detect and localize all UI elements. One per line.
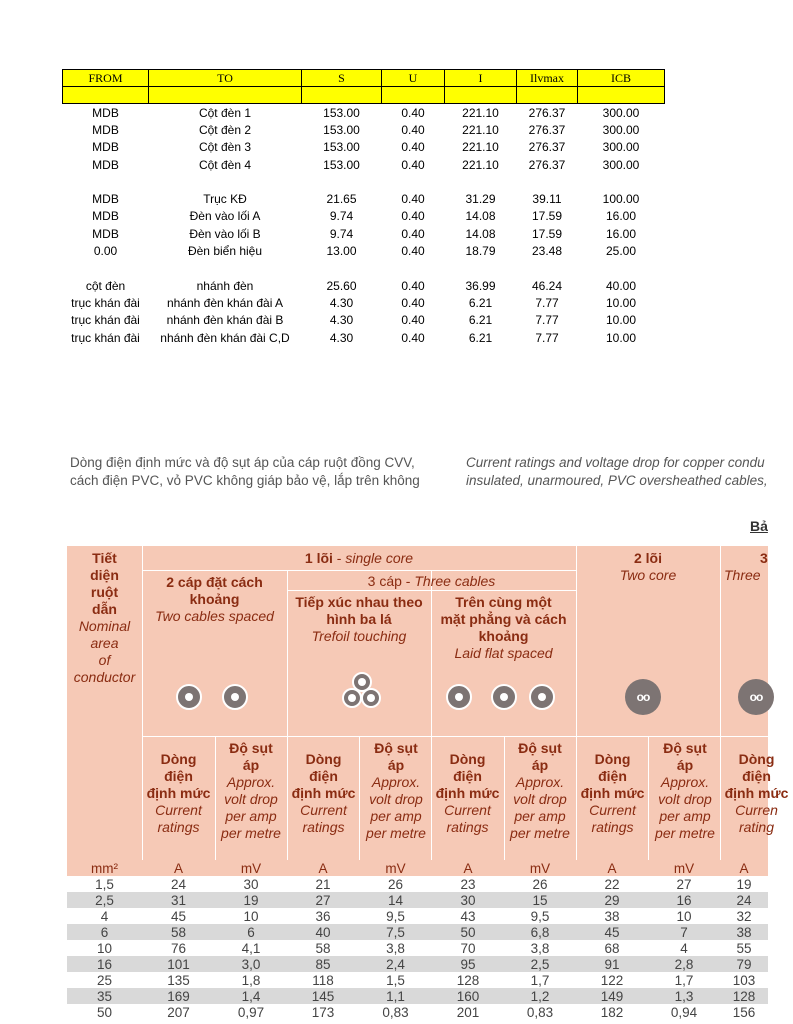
rating-cell: 95 — [432, 956, 504, 972]
col-header-from[interactable]: FROM — [63, 70, 149, 87]
cell-from[interactable]: MDB — [92, 140, 119, 155]
empty-cell[interactable] — [578, 260, 665, 277]
caption-english — [466, 454, 768, 490]
cell-ilvmax[interactable]: 46.24 — [531, 278, 563, 293]
rating-cell: 7,5 — [359, 924, 432, 940]
cell-icb[interactable]: 40.00 — [605, 278, 637, 293]
cell-from[interactable]: MDB — [92, 209, 119, 224]
col-header-to[interactable]: TO — [149, 70, 302, 87]
three-core-title: 3 Three — [724, 550, 768, 583]
rating-cell: 38 — [720, 924, 768, 940]
cell-icb[interactable]: 16.00 — [605, 209, 637, 224]
calc-row — [63, 277, 665, 294]
cell-s[interactable]: 153.00 — [323, 122, 360, 137]
blank-cell[interactable] — [382, 87, 445, 104]
cell-i[interactable]: 221.10 — [462, 105, 499, 120]
calc-row — [63, 139, 665, 156]
cell-to[interactable]: Đèn biển hiệu — [187, 244, 263, 259]
cell-to[interactable]: Đèn vào lối B — [189, 226, 261, 241]
cell-ilvmax[interactable]: 23.48 — [531, 244, 563, 259]
table-tag: Bả — [750, 518, 768, 534]
rating-cell: 85 — [287, 956, 359, 972]
volt-drop-subheader: Độ sụt áp Approx. volt drop per amp per metre — [366, 740, 426, 841]
spacer-row — [63, 260, 665, 277]
unit-cell: mV — [359, 860, 432, 876]
rating-cell: 36 — [287, 908, 359, 924]
caption-vietnamese — [70, 454, 420, 490]
cell-i[interactable]: 36.99 — [465, 278, 496, 293]
rating-cell: 19 — [720, 876, 768, 892]
rating-cell: 1,5 — [359, 972, 432, 988]
empty-cell[interactable] — [517, 173, 578, 190]
rating-cell: 21 — [287, 876, 359, 892]
rating-cell: 1,2 — [504, 988, 576, 1004]
laid-flat-title: Trên cùng một mặt phẳng và cách khoảng Laid flat spaced — [440, 594, 567, 661]
unit-cell: mV — [504, 860, 576, 876]
two-core-title: 2 lõi Two core — [619, 550, 677, 583]
rating-cell: 156 — [720, 1004, 768, 1020]
trefoil-cable-icon — [361, 688, 381, 708]
calc-row — [63, 242, 665, 259]
rating-cell: 201 — [432, 1004, 504, 1020]
cell-s[interactable]: 13.00 — [326, 244, 357, 259]
cell-icb[interactable]: 16.00 — [605, 226, 637, 241]
cell-s[interactable]: 153.00 — [323, 140, 360, 155]
unit-cell: A — [142, 860, 215, 876]
conductor-label-en: Nominal area of conductor — [73, 618, 136, 685]
calc-row — [63, 156, 665, 173]
flat-cable-icon — [529, 684, 555, 710]
conductor-label-vi: Tiết diện ruột dẫn — [90, 550, 119, 617]
cell-u[interactable]: 0.40 — [401, 157, 425, 172]
rating-cell: 173 — [287, 1004, 359, 1020]
cell-from[interactable]: trục khán đài — [71, 295, 140, 310]
cell-ilvmax[interactable]: 7.77 — [535, 313, 559, 328]
empty-cell[interactable] — [445, 173, 517, 190]
rating-cell: 7 — [648, 924, 720, 940]
conductor-size-cell: 6 — [67, 924, 142, 940]
calc-header-blank-row — [63, 87, 665, 104]
rating-cell: 19 — [215, 892, 287, 908]
cell-i[interactable]: 221.10 — [462, 122, 499, 137]
rating-cell: 3,8 — [504, 940, 576, 956]
rating-cell: 10 — [215, 908, 287, 924]
rating-cell: 9,5 — [504, 908, 576, 924]
blank-cell[interactable] — [149, 87, 302, 104]
rating-cell: 30 — [215, 876, 287, 892]
unit-cell: mV — [648, 860, 720, 876]
col-header-ilvmax[interactable]: Ilvmax — [517, 70, 578, 87]
volt-drop-subheader: Độ sụt áp Approx. volt drop per amp per metre — [221, 740, 281, 841]
cell-i[interactable]: 6.21 — [468, 295, 493, 310]
empty-cell[interactable] — [63, 173, 149, 190]
empty-cell[interactable] — [149, 173, 302, 190]
cell-to[interactable]: Đèn vào lối A — [189, 209, 261, 224]
empty-cell[interactable] — [445, 260, 517, 277]
calc-row — [63, 312, 665, 329]
conductor-size-cell: 10 — [67, 940, 142, 956]
calc-row — [63, 190, 665, 207]
rating-cell: 22 — [576, 876, 648, 892]
cell-ilvmax[interactable]: 39.11 — [532, 192, 562, 207]
cell-icb[interactable]: 100.00 — [602, 192, 640, 207]
rating-cell: 27 — [648, 876, 720, 892]
rating-cell: 91 — [576, 956, 648, 972]
cell-from[interactable]: MDB — [92, 157, 119, 172]
calc-body — [63, 104, 665, 347]
cell-icb[interactable]: 25.00 — [605, 244, 637, 259]
current-ratings-subheader: Dòng điện định mức Curren rating — [724, 751, 789, 835]
spacer-row — [63, 173, 665, 190]
rating-cell: 26 — [359, 876, 432, 892]
cell-icb[interactable]: 300.00 — [602, 140, 640, 155]
rating-cell: 45 — [576, 924, 648, 940]
cell-icb[interactable]: 10.00 — [605, 313, 637, 328]
single-cable-icon — [176, 684, 202, 710]
rating-cell: 0,83 — [504, 1004, 576, 1020]
three-cables-title: 3 cáp - Three cables — [367, 573, 496, 589]
cell-u[interactable]: 0.40 — [401, 278, 425, 293]
conductor-size-cell: 50 — [67, 1004, 142, 1020]
cell-s[interactable]: 25.60 — [326, 278, 357, 293]
volt-drop-subheader: Độ sụt áp Approx. volt drop per amp per metre — [510, 740, 570, 841]
rating-cell: 1,3 — [648, 988, 720, 1004]
cell-s[interactable]: 9.74 — [329, 209, 354, 224]
rating-cell: 9,5 — [359, 908, 432, 924]
unit-cell: A — [287, 860, 359, 876]
units-row — [67, 860, 768, 876]
cell-u[interactable]: 0.40 — [401, 313, 425, 328]
cell-to[interactable]: nhánh đèn khán đài A — [166, 295, 284, 310]
cell-from[interactable]: MDB — [92, 105, 119, 120]
rating-cell: 4,1 — [215, 940, 287, 956]
rating-cell: 3,0 — [215, 956, 287, 972]
cell-from[interactable]: MDB — [92, 192, 119, 207]
rating-cell: 76 — [142, 940, 215, 956]
rating-cell: 128 — [432, 972, 504, 988]
rating-row — [67, 908, 768, 924]
empty-cell[interactable] — [149, 260, 302, 277]
cell-s[interactable]: 4.30 — [329, 313, 354, 328]
blank-cell[interactable] — [445, 87, 517, 104]
rating-cell: 3,8 — [359, 940, 432, 956]
cell-ilvmax[interactable]: 17.59 — [531, 226, 563, 241]
rating-cell: 79 — [720, 956, 768, 972]
cell-from[interactable]: MDB — [92, 122, 119, 137]
rating-cell: 0,83 — [359, 1004, 432, 1020]
cell-to[interactable]: Trục KĐ — [203, 192, 247, 207]
trefoil-title: Tiếp xúc nhau theo hình ba lá Trefoil touching — [295, 594, 423, 644]
cell-u[interactable]: 0.40 — [401, 122, 425, 137]
current-ratings-subheader: Dòng điện định mức Current ratings — [580, 751, 645, 835]
single-cable-icon — [222, 684, 248, 710]
rating-row — [67, 988, 768, 1004]
unit-cell: mm² — [67, 860, 142, 876]
cell-s[interactable]: 153.00 — [323, 157, 360, 172]
cell-icb[interactable]: 10.00 — [605, 295, 637, 310]
two-core-cable-icon: oo — [625, 679, 661, 715]
cell-i[interactable]: 6.21 — [468, 313, 493, 328]
rating-cell: 1,7 — [504, 972, 576, 988]
cell-i[interactable]: 14.08 — [465, 209, 496, 224]
unit-cell: A — [720, 860, 768, 876]
rating-cell: 103 — [720, 972, 768, 988]
rating-cell: 169 — [142, 988, 215, 1004]
caption-line: insulated, unarmoured, PVC oversheathed cables, — [466, 473, 768, 488]
cell-u[interactable]: 0.40 — [401, 244, 425, 259]
rating-cell: 32 — [720, 908, 768, 924]
blank-cell[interactable] — [63, 87, 149, 104]
rating-cell: 15 — [504, 892, 576, 908]
cell-to[interactable]: nhánh đèn khán đài B — [166, 313, 284, 328]
conductor-size-cell: 2,5 — [67, 892, 142, 908]
unit-cell: A — [432, 860, 504, 876]
three-core-cable-icon: oo — [738, 679, 774, 715]
volt-drop-subheader: Độ sụt áp Approx. volt drop per amp per metre — [655, 740, 715, 841]
rating-cell: 27 — [287, 892, 359, 908]
cell-ilvmax[interactable]: 17.59 — [531, 209, 563, 224]
caption-line: cách điện PVC, vỏ PVC không giáp bảo vệ, lắp trên không — [70, 473, 420, 488]
rating-cell: 118 — [287, 972, 359, 988]
rating-cell: 207 — [142, 1004, 215, 1020]
rating-cell: 10 — [648, 908, 720, 924]
caption-line: Dòng điện định mức và độ sụt áp của cáp ruột đồng CVV, — [70, 455, 415, 470]
col-header-icb[interactable]: ICB — [578, 70, 665, 87]
rating-row — [67, 1004, 768, 1020]
cell-i[interactable]: 221.10 — [462, 140, 499, 155]
cell-to[interactable]: Cột đèn 1 — [198, 105, 252, 120]
conductor-size-cell: 1,5 — [67, 876, 142, 892]
trefoil-cable-icon — [342, 688, 362, 708]
cell-to[interactable]: Cột đèn 3 — [198, 140, 252, 155]
rating-cell: 1,8 — [215, 972, 287, 988]
cell-u[interactable]: 0.40 — [401, 105, 425, 120]
calc-row — [63, 208, 665, 225]
rating-cell: 38 — [576, 908, 648, 924]
flat-cable-icon — [446, 684, 472, 710]
rating-cell: 2,8 — [648, 956, 720, 972]
rating-row — [67, 892, 768, 908]
rating-row — [67, 956, 768, 972]
cell-i[interactable]: 221.10 — [462, 157, 499, 172]
rating-row — [67, 876, 768, 892]
cell-ilvmax[interactable]: 7.77 — [535, 330, 559, 345]
calc-row — [63, 329, 665, 346]
calc-table — [62, 69, 665, 346]
rating-row — [67, 972, 768, 988]
two-cables-spaced-title: 2 cáp đặt cách khoảng Two cables spaced — [155, 574, 274, 624]
cell-to[interactable]: nhánh đèn — [196, 278, 254, 293]
cell-ilvmax[interactable]: 276.37 — [528, 122, 566, 137]
cell-to[interactable]: Cột đèn 4 — [198, 157, 252, 172]
cell-i[interactable]: 18.79 — [465, 244, 496, 259]
rating-cell: 4 — [648, 940, 720, 956]
cable-rating-table — [67, 860, 768, 1020]
cell-s[interactable]: 4.30 — [329, 330, 354, 345]
cell-i[interactable]: 14.08 — [465, 226, 496, 241]
cell-icb[interactable]: 300.00 — [602, 157, 640, 172]
empty-cell[interactable] — [302, 173, 382, 190]
cell-s[interactable]: 4.30 — [329, 295, 354, 310]
cell-u[interactable]: 0.40 — [401, 192, 425, 207]
cell-ilvmax[interactable]: 276.37 — [528, 105, 566, 120]
empty-cell[interactable] — [302, 260, 382, 277]
catalog-header — [67, 546, 789, 860]
rating-cell: 122 — [576, 972, 648, 988]
empty-cell[interactable] — [517, 260, 578, 277]
rating-cell: 31 — [142, 892, 215, 908]
conductor-size-cell: 4 — [67, 908, 142, 924]
rating-cell: 128 — [720, 988, 768, 1004]
rating-row — [67, 924, 768, 940]
conductor-size-cell: 25 — [67, 972, 142, 988]
rating-cell: 145 — [287, 988, 359, 1004]
rating-cell: 2,5 — [504, 956, 576, 972]
rating-cell: 1,4 — [215, 988, 287, 1004]
rating-cell: 45 — [142, 908, 215, 924]
blank-cell[interactable] — [302, 87, 382, 104]
cell-icb[interactable]: 300.00 — [602, 122, 640, 137]
rating-cell: 24 — [142, 876, 215, 892]
cell-from[interactable]: cột đèn — [85, 278, 126, 293]
rating-cell: 58 — [142, 924, 215, 940]
cell-u[interactable]: 0.40 — [401, 295, 425, 310]
unit-cell: mV — [215, 860, 287, 876]
cell-to[interactable]: Cột đèn 2 — [198, 122, 252, 137]
cell-to[interactable]: nhánh đèn khán đài C,D — [160, 330, 290, 345]
cell-i[interactable]: 31.29 — [465, 192, 496, 207]
cell-from[interactable]: trục khán đài — [71, 313, 140, 328]
cell-s[interactable]: 21.65 — [326, 192, 357, 207]
rating-cell: 43 — [432, 908, 504, 924]
rating-cell: 58 — [287, 940, 359, 956]
rating-cell: 16 — [648, 892, 720, 908]
rating-row — [67, 940, 768, 956]
rating-cell: 6,8 — [504, 924, 576, 940]
single-core-title: 1 lõi - single core — [304, 550, 414, 566]
blank-cell[interactable] — [517, 87, 578, 104]
conductor-size-cell: 16 — [67, 956, 142, 972]
conductor-size-cell: 35 — [67, 988, 142, 1004]
flat-cable-icon — [491, 684, 517, 710]
cell-u[interactable]: 0.40 — [401, 140, 425, 155]
cell-u[interactable]: 0.40 — [401, 226, 425, 241]
current-ratings-subheader: Dòng điện định mức Current ratings — [435, 751, 500, 835]
rating-cell: 68 — [576, 940, 648, 956]
rating-cell: 101 — [142, 956, 215, 972]
calc-row — [63, 294, 665, 311]
rating-cell: 40 — [287, 924, 359, 940]
rating-cell: 29 — [576, 892, 648, 908]
cell-icb[interactable]: 10.00 — [605, 330, 637, 345]
rating-cell: 0,94 — [648, 1004, 720, 1020]
empty-cell[interactable] — [578, 173, 665, 190]
cell-from[interactable]: 0.00 — [93, 244, 118, 259]
col-header-s[interactable]: S — [302, 70, 382, 87]
cell-u[interactable]: 0.40 — [401, 330, 425, 345]
rating-cell: 2,4 — [359, 956, 432, 972]
unit-cell: A — [576, 860, 648, 876]
cell-s[interactable]: 153.00 — [323, 105, 360, 120]
rating-cell: 26 — [504, 876, 576, 892]
rating-cell: 6 — [215, 924, 287, 940]
rating-cell: 1,7 — [648, 972, 720, 988]
cell-u[interactable]: 0.40 — [401, 209, 425, 224]
rating-cell: 135 — [142, 972, 215, 988]
col-header-i[interactable]: I — [445, 70, 517, 87]
rating-cell: 30 — [432, 892, 504, 908]
rating-cell: 23 — [432, 876, 504, 892]
rating-cell: 182 — [576, 1004, 648, 1020]
calc-row — [63, 121, 665, 138]
empty-cell[interactable] — [382, 173, 445, 190]
cell-ilvmax[interactable]: 7.77 — [535, 295, 559, 310]
current-ratings-subheader: Dòng điện định mức Current ratings — [291, 751, 356, 835]
cell-ilvmax[interactable]: 276.37 — [528, 157, 566, 172]
cell-from[interactable]: trục khán đài — [71, 330, 140, 345]
caption-line: Current ratings and voltage drop for copper condu — [466, 455, 765, 470]
col-header-u[interactable]: U — [382, 70, 445, 87]
cell-icb[interactable]: 300.00 — [602, 105, 640, 120]
rating-cell: 14 — [359, 892, 432, 908]
calc-header-row — [63, 70, 665, 87]
rating-cell: 24 — [720, 892, 768, 908]
rating-cell: 50 — [432, 924, 504, 940]
rating-cell: 55 — [720, 940, 768, 956]
cell-from[interactable]: MDB — [92, 226, 119, 241]
current-ratings-subheader: Dòng điện định mức Current ratings — [146, 751, 211, 835]
calc-row — [63, 104, 665, 122]
empty-cell[interactable] — [63, 260, 149, 277]
blank-cell[interactable] — [578, 87, 665, 104]
calc-row — [63, 225, 665, 242]
rating-cell: 149 — [576, 988, 648, 1004]
rating-cell: 70 — [432, 940, 504, 956]
cell-s[interactable]: 9.74 — [329, 226, 354, 241]
empty-cell[interactable] — [382, 260, 445, 277]
rating-cell: 0,97 — [215, 1004, 287, 1020]
cell-i[interactable]: 6.21 — [468, 330, 493, 345]
rating-cell: 160 — [432, 988, 504, 1004]
cell-ilvmax[interactable]: 276.37 — [528, 140, 566, 155]
rating-cell: 1,1 — [359, 988, 432, 1004]
cable-catalog-scan — [0, 440, 789, 1024]
